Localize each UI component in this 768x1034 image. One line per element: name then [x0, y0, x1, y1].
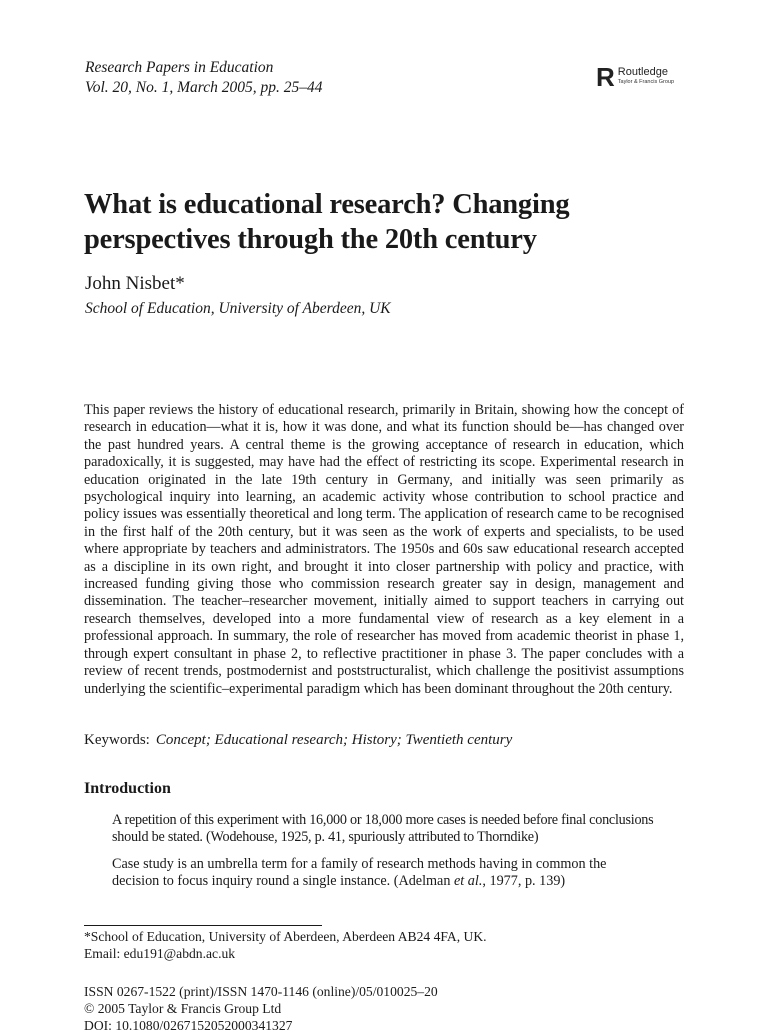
copyright: © 2005 Taylor & Francis Group Ltd: [84, 1001, 282, 1016]
keywords: [84, 730, 512, 750]
epigraph-2-text-after: , 1977, p. 139): [482, 873, 566, 890]
footnote-rule: [84, 925, 322, 926]
publisher-logo-mark: R: [596, 62, 615, 92]
publisher-logo-subtitle: Taylor & Francis Group: [617, 79, 675, 85]
author-affiliation: School of Education, University of Aberdeen, UK: [85, 300, 391, 317]
footnote-address: *School of Education, University of Aberdeen, Aberdeen AB24 4FA, UK.: [84, 929, 487, 944]
epigraph-2-et-al: et al.: [454, 873, 483, 890]
publication-info: [84, 983, 438, 1034]
keywords-list: Concept; Educational research; History; Twentieth century: [155, 732, 513, 748]
abstract: This paper reviews the history of educational research, primarily in Britain, showing how the concept of research in education—what it is, how it was done, and what its function should be—has changed over the past hundred years. A central theme is the growing acceptance of research in education, which paradoxically, it is suggested, may have had the effect of restricting its scope. Experimental research in education originated in the late 19th century in Germany, and initially was seen primarily as psychological inquiry into learning, an academic activity whose contribution to school practice and policy issues was essentially theoretical and long term. The application of research came to be recognised in the first half of the 20th century, but it was seen as the work of experts and specialists, to be used where appropriate by teachers and administrators. The 1950s and 60s saw educational research accepted as a discipline in its own right, and brought it into closer partnership with policy and practice, with increased funding giving those who commission research greater say in design, management and dissemination. The teacher–researcher movement, initially aimed to support teachers in carrying out research themselves, developed into a more fundamental view of research as a key element in a professional approach. In summary, the role of researcher has moved from academic theorist in phase 1, through expert consultant in phase 2, to reflective practitioner in phase 3. The paper concludes with a review of recent trends, postmodernist and poststructuralist, which challenge the positivist assumptions underlying the scientific–experimental paradigm which has been dominant throughout the 20th century.: [84, 402, 684, 697]
issn: ISSN 0267-1522 (print)/ISSN 1470-1146 (online)/05/010025–20: [84, 984, 438, 999]
doi: DOI: 10.1080/0267152052000341327: [84, 1018, 293, 1033]
publisher-logo-name: Routledge: [617, 66, 668, 78]
section-heading-introduction: Introduction: [84, 780, 171, 797]
epigraph-2: [112, 856, 656, 891]
footnote-email: Email: edu191@abdn.ac.uk: [84, 946, 236, 961]
article-title: What is educational research? Changing perspectives through the 20th century: [84, 189, 570, 255]
author-name: John Nisbet*: [85, 273, 185, 294]
keywords-label: Keywords:: [84, 732, 150, 748]
journal-citation: [85, 58, 323, 98]
epigraph-1: [112, 812, 656, 847]
epigraph-2-text-before: Case study is an umbrella term for a family of research methods having in common the decision to focus inquiry round a single instance. (Adelman: [112, 856, 607, 890]
journal-name: Research Papers in Education: [85, 59, 274, 76]
journal-issue: Vol. 20, No. 1, March 2005, pp. 25–44: [85, 79, 323, 96]
epigraph-1-text: A repetition of this experiment with 16,000 or 18,000 more cases is needed before final conclusions should be stated. (Wodehouse, 1925, p. 41, spuriously attributed to Thorndike): [112, 812, 654, 846]
publisher-logo: [596, 64, 674, 90]
footnote: [84, 928, 487, 962]
